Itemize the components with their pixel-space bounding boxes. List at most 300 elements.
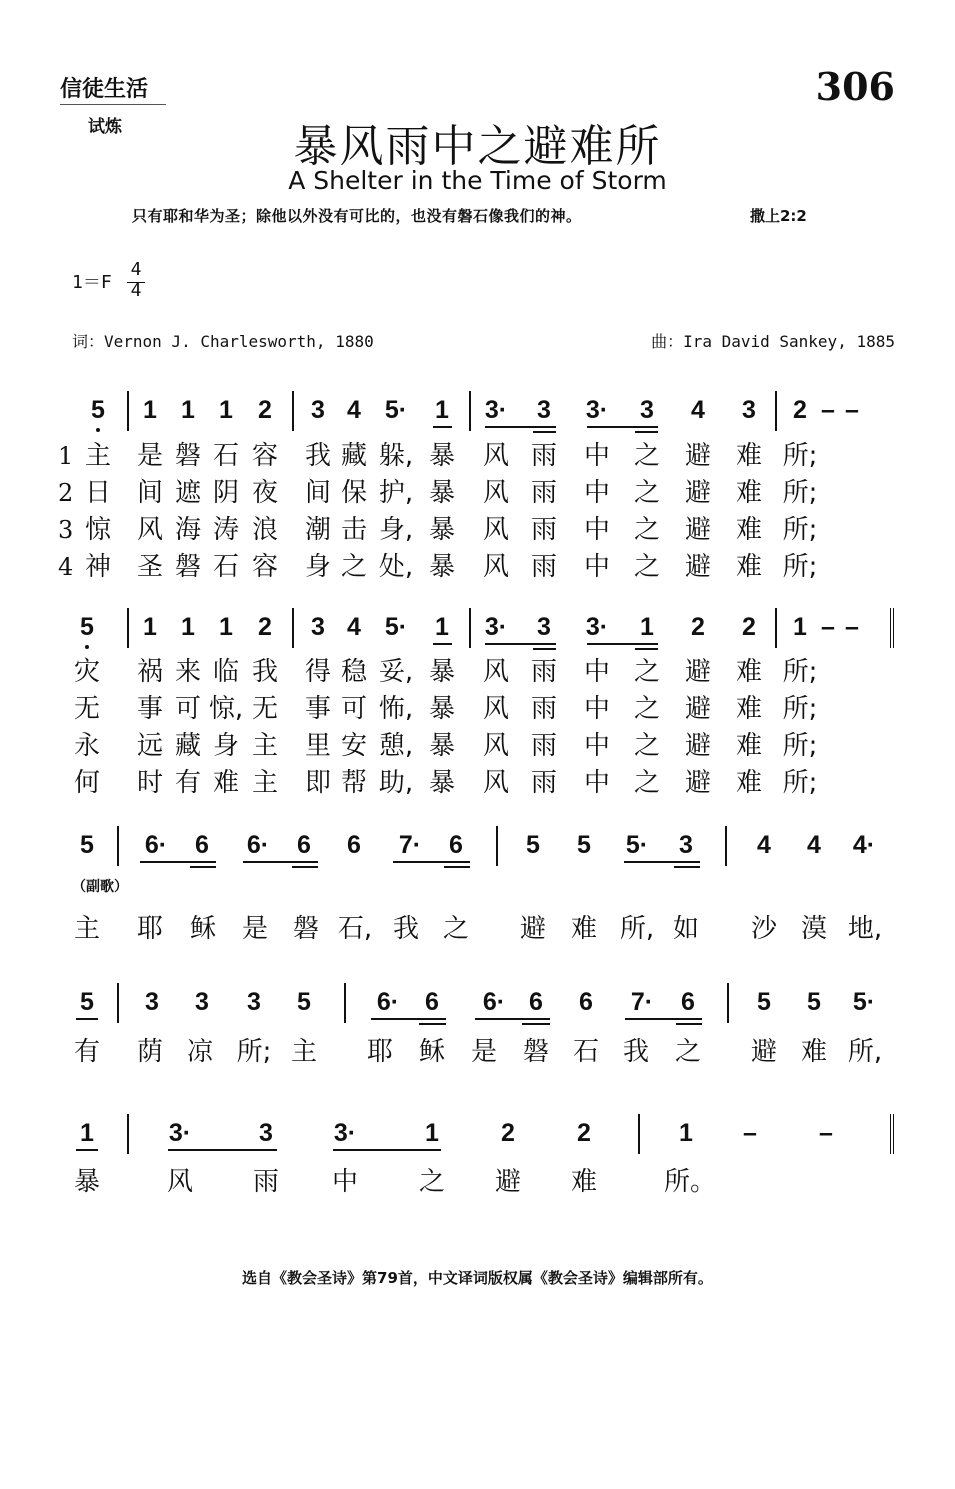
lyric-syllable: 耶 (366, 1037, 394, 1067)
lyric-syllable: 磐 (174, 441, 202, 471)
subcategory-label: 试炼 (88, 117, 122, 137)
note: 4 (347, 613, 361, 641)
lyric-syllable: 憩, (378, 731, 414, 761)
lyric-syllable: 风 (166, 1167, 194, 1197)
lyric-syllable: 主 (73, 914, 101, 944)
lyric-syllable: 所; (782, 694, 818, 724)
note: 1 (219, 396, 233, 424)
note: 3 (195, 988, 209, 1016)
low-octave-dot (85, 645, 89, 649)
lyric-syllable: 所; (782, 478, 818, 508)
underline (475, 1018, 550, 1020)
lyric-syllable: 遮 (174, 478, 202, 508)
scripture-reference: 撒上2:2 (750, 207, 807, 225)
lyric-syllable: 圣 (136, 552, 164, 582)
lyric-syllable: 漠 (800, 914, 828, 944)
lyric-syllable: 是 (241, 914, 269, 944)
lyric-syllable: 之 (633, 478, 661, 508)
lyric-syllable: 凉 (186, 1037, 214, 1067)
lyric-syllable: 击 (340, 515, 368, 545)
lyric-syllable: 避 (684, 515, 712, 545)
underline (624, 861, 700, 863)
lyric-syllable: 时 (136, 768, 164, 798)
lyric-syllable: 惊 (84, 515, 112, 545)
lyric-syllable: 主 (251, 731, 279, 761)
note: 2 (691, 613, 705, 641)
lyric-syllable: 石 (212, 441, 240, 471)
final-barline (890, 1114, 894, 1154)
lyric-syllable: 事 (136, 694, 164, 724)
barline (725, 826, 727, 866)
note: 6 (425, 988, 439, 1016)
verse-number: 4 (58, 553, 74, 581)
note: 5· (384, 613, 408, 641)
lyric-syllable: 藏 (174, 731, 202, 761)
note: 6 (529, 988, 543, 1016)
lyric-syllable: 暴 (428, 731, 456, 761)
lyric-syllable: 难 (735, 768, 763, 798)
lyric-syllable: 永 (73, 731, 101, 761)
lyric-syllable: 暴 (428, 552, 456, 582)
lyric-syllable: 即 (304, 768, 332, 798)
lyric-syllable: 我 (251, 657, 279, 687)
note: 5· (625, 831, 649, 859)
barline (127, 391, 129, 431)
barline (292, 608, 294, 648)
note: 5 (807, 988, 821, 1016)
underline (76, 1018, 98, 1020)
note: 1 (640, 613, 654, 641)
note: 3· (585, 613, 609, 641)
note: 6· (246, 831, 270, 859)
barline (127, 1114, 129, 1154)
lyric-syllable: 是 (470, 1037, 498, 1067)
lyric-syllable: 风 (482, 441, 510, 471)
lyric-syllable: 来 (174, 657, 202, 687)
note: 7· (630, 988, 654, 1016)
lyric-syllable: 所。 (663, 1167, 717, 1197)
note: 5 (297, 988, 311, 1016)
lyric-syllable: 事 (304, 694, 332, 724)
lyric-syllable: 暴 (428, 694, 456, 724)
barline (469, 608, 471, 648)
copyright-footer: 选自《教会圣诗》第79首，中文译词版权属《教会圣诗》编辑部所有。 (242, 1269, 713, 1287)
lyric-syllable: 所, (619, 914, 655, 944)
barline (117, 826, 119, 866)
lyric-syllable: 避 (684, 552, 712, 582)
note: 3· (333, 1119, 357, 1147)
lyric-syllable: 中 (583, 441, 611, 471)
lyric-syllable: 无 (251, 694, 279, 724)
note: 3 (311, 396, 325, 424)
verse-number: 2 (58, 479, 74, 507)
note: 1 (435, 613, 449, 641)
title-english: A Shelter in the Time of Storm (288, 166, 667, 195)
lyric-syllable: 暴 (428, 478, 456, 508)
note: 3 (679, 831, 693, 859)
underline (625, 1018, 702, 1020)
double-underline (533, 431, 556, 433)
lyric-syllable: 风 (482, 552, 510, 582)
note: 1 (181, 613, 195, 641)
lyric-syllable: 神 (84, 552, 112, 582)
lyric-syllable: 远 (136, 731, 164, 761)
lyric-syllable: 中 (583, 515, 611, 545)
note: 5 (757, 988, 771, 1016)
double-underline (635, 431, 658, 433)
note: – (845, 613, 859, 641)
low-octave-dot (96, 428, 100, 432)
category-label: 信徒生活 (60, 76, 149, 102)
lyric-syllable: 之 (442, 914, 470, 944)
note: 2 (793, 396, 807, 424)
lyric-syllable: 难 (570, 1167, 598, 1197)
composer-credit: 曲：Ira David Sankey, 1885 (651, 332, 895, 351)
category-divider (60, 104, 166, 105)
note: 1 (80, 1119, 94, 1147)
lyric-syllable: 无 (73, 694, 101, 724)
lyric-syllable: 惊, (208, 694, 244, 724)
lyric-syllable: 可 (174, 694, 202, 724)
lyric-syllable: 护, (378, 478, 414, 508)
lyric-syllable: 雨 (530, 441, 558, 471)
underline (393, 861, 470, 863)
lyric-syllable: 妥, (378, 657, 414, 687)
underline (243, 861, 318, 863)
lyric-syllable: 之 (674, 1037, 702, 1067)
scripture-quote: 只有耶和华为圣；除他以外没有可比的，也没有磐石像我们的神。 (132, 207, 582, 225)
lyric-syllable: 中 (583, 657, 611, 687)
barline (775, 391, 777, 431)
lyric-syllable: 我 (392, 914, 420, 944)
chorus-label: （副歌） (72, 879, 128, 895)
lyric-syllable: 浪 (251, 515, 279, 545)
underline (485, 426, 556, 428)
lyric-syllable: 避 (684, 768, 712, 798)
lyric-syllable: 阴 (212, 478, 240, 508)
note: 6· (482, 988, 506, 1016)
underline (485, 643, 556, 645)
lyric-syllable: 耶 (136, 914, 164, 944)
lyric-syllable: 暴 (428, 515, 456, 545)
note: 3 (742, 396, 756, 424)
note: – (845, 396, 859, 424)
final-barline (890, 608, 894, 648)
lyric-syllable: 海 (174, 515, 202, 545)
note: 3· (484, 613, 508, 641)
lyric-syllable: 主 (251, 768, 279, 798)
note: 5 (80, 831, 94, 859)
note: 1 (793, 613, 807, 641)
time-signature (127, 258, 145, 303)
barline (496, 826, 498, 866)
lyric-syllable: 暴 (428, 768, 456, 798)
note: 6 (579, 988, 593, 1016)
lyric-syllable: 临 (212, 657, 240, 687)
barline (344, 983, 346, 1023)
underline (76, 1149, 98, 1151)
note: 6· (144, 831, 168, 859)
lyric-syllable: 藏 (340, 441, 368, 471)
lyric-syllable: 荫 (136, 1037, 164, 1067)
lyric-syllable: 避 (684, 441, 712, 471)
lyricist-credit: 词：Vernon J. Charlesworth, 1880 (72, 332, 374, 351)
lyric-syllable: 雨 (530, 552, 558, 582)
lyric-syllable: 所; (782, 441, 818, 471)
lyric-syllable: 雨 (530, 694, 558, 724)
underline (587, 643, 658, 645)
lyric-syllable: 风 (482, 731, 510, 761)
double-underline (190, 866, 216, 868)
lyric-syllable: 有 (73, 1037, 101, 1067)
note: 1 (143, 396, 157, 424)
barline (638, 1114, 640, 1154)
lyric-syllable: 所, (847, 1037, 883, 1067)
lyric-syllable: 石 (572, 1037, 600, 1067)
lyric-syllable: 之 (633, 731, 661, 761)
lyric-syllable: 之 (633, 552, 661, 582)
lyric-syllable: 难 (735, 552, 763, 582)
note: 3 (537, 613, 551, 641)
note: – (743, 1119, 757, 1147)
lyric-syllable: 涛 (212, 515, 240, 545)
note: 3 (537, 396, 551, 424)
lyric-syllable: 潮 (304, 515, 332, 545)
lyric-syllable: 之 (418, 1167, 446, 1197)
lyric-syllable: 容 (251, 441, 279, 471)
lyric-syllable: 可 (340, 694, 368, 724)
lyric-syllable: 风 (482, 515, 510, 545)
note: 5· (852, 988, 876, 1016)
lyric-syllable: 暴 (428, 657, 456, 687)
lyric-syllable: 身, (378, 515, 414, 545)
lyric-syllable: 里 (304, 731, 332, 761)
lyric-syllable: 中 (331, 1167, 359, 1197)
time-signature-bottom: 4 (130, 280, 142, 301)
lyric-syllable: 暴 (428, 441, 456, 471)
lyric-syllable: 之 (633, 768, 661, 798)
lyric-syllable: 难 (570, 914, 598, 944)
double-underline (444, 866, 470, 868)
double-underline (292, 866, 318, 868)
lyric-syllable: 中 (583, 731, 611, 761)
double-underline (522, 1023, 550, 1025)
underline (140, 861, 216, 863)
lyric-syllable: 地, (847, 914, 883, 944)
note: 3 (247, 988, 261, 1016)
lyric-syllable: 是 (136, 441, 164, 471)
note: 2 (258, 396, 272, 424)
lyric-syllable: 之 (633, 694, 661, 724)
note: 6 (195, 831, 209, 859)
note: 5 (80, 988, 94, 1016)
lyric-syllable: 难 (735, 694, 763, 724)
lyric-syllable: 雨 (530, 731, 558, 761)
note: 1 (143, 613, 157, 641)
lyric-syllable: 雨 (252, 1167, 280, 1197)
lyric-syllable: 我 (622, 1037, 650, 1067)
barline (292, 391, 294, 431)
lyric-syllable: 如 (672, 914, 700, 944)
double-underline (674, 866, 700, 868)
lyric-syllable: 难 (735, 657, 763, 687)
barline (469, 391, 471, 431)
lyric-syllable: 中 (583, 552, 611, 582)
note: 4· (852, 831, 876, 859)
double-underline (676, 1023, 702, 1025)
underline (333, 1149, 441, 1151)
note: 4 (691, 396, 705, 424)
underline (433, 643, 452, 645)
note: 4 (807, 831, 821, 859)
lyric-syllable: 之 (340, 552, 368, 582)
underline (587, 426, 658, 428)
lyric-syllable: 风 (136, 515, 164, 545)
lyric-syllable: 风 (482, 478, 510, 508)
lyric-syllable: 避 (519, 914, 547, 944)
note: 6· (376, 988, 400, 1016)
lyric-syllable: 避 (684, 694, 712, 724)
lyric-syllable: 处, (378, 552, 414, 582)
lyric-syllable: 得 (304, 657, 332, 687)
lyric-syllable: 所; (782, 768, 818, 798)
note: 3· (168, 1119, 192, 1147)
note: 3 (311, 613, 325, 641)
lyric-syllable: 助, (378, 768, 414, 798)
lyric-syllable: 风 (482, 657, 510, 687)
note: 2 (577, 1119, 591, 1147)
note: 6 (347, 831, 361, 859)
double-underline (635, 648, 658, 650)
lyric-syllable: 难 (735, 731, 763, 761)
lyric-syllable: 沙 (750, 914, 778, 944)
note: – (819, 1119, 833, 1147)
lyric-syllable: 日 (84, 478, 112, 508)
lyric-syllable: 避 (684, 657, 712, 687)
lyric-syllable: 磐 (522, 1037, 550, 1067)
lyric-syllable: 稳 (340, 657, 368, 687)
lyric-syllable: 稣 (418, 1037, 446, 1067)
note: 3 (640, 396, 654, 424)
barline (117, 983, 119, 1023)
lyric-syllable: 石 (212, 552, 240, 582)
barline (775, 608, 777, 648)
note: 7· (398, 831, 422, 859)
note: 5· (384, 396, 408, 424)
note: 3 (259, 1119, 273, 1147)
note: 3· (484, 396, 508, 424)
note: 6 (449, 831, 463, 859)
note: 6 (681, 988, 695, 1016)
lyric-syllable: 容 (251, 552, 279, 582)
lyric-syllable: 磐 (292, 914, 320, 944)
lyric-syllable: 所; (236, 1037, 272, 1067)
note: 5 (526, 831, 540, 859)
lyric-syllable: 磐 (174, 552, 202, 582)
lyric-syllable: 风 (482, 694, 510, 724)
lyric-syllable: 有 (174, 768, 202, 798)
lyric-syllable: 中 (583, 768, 611, 798)
lyric-syllable: 难 (800, 1037, 828, 1067)
lyric-syllable: 主 (84, 441, 112, 471)
verse-number: 1 (58, 442, 74, 470)
lyric-syllable: 难 (735, 441, 763, 471)
note: 1 (679, 1119, 693, 1147)
lyric-syllable: 所; (782, 552, 818, 582)
note: 2 (742, 613, 756, 641)
barline (127, 608, 129, 648)
lyric-syllable: 稣 (189, 914, 217, 944)
lyric-syllable: 石, (337, 914, 373, 944)
verse-number: 3 (58, 516, 74, 544)
lyric-syllable: 避 (494, 1167, 522, 1197)
lyric-syllable: 祸 (136, 657, 164, 687)
lyric-syllable: 雨 (530, 478, 558, 508)
lyric-syllable: 所; (782, 657, 818, 687)
note: 3 (145, 988, 159, 1016)
lyric-syllable: 避 (750, 1037, 778, 1067)
lyric-syllable: 我 (304, 441, 332, 471)
note: 5 (80, 613, 94, 641)
lyric-syllable: 难 (735, 478, 763, 508)
underline (433, 426, 452, 428)
lyric-syllable: 间 (136, 478, 164, 508)
note: 4 (757, 831, 771, 859)
lyric-syllable: 中 (583, 694, 611, 724)
key-signature: 1＝F (72, 272, 112, 293)
lyric-syllable: 雨 (530, 515, 558, 545)
lyric-syllable: 所; (782, 515, 818, 545)
lyric-syllable: 暴 (73, 1167, 101, 1197)
lyric-syllable: 帮 (340, 768, 368, 798)
title-chinese: 暴风雨中之避难所 (293, 121, 662, 172)
lyric-syllable: 避 (684, 731, 712, 761)
double-underline (533, 648, 556, 650)
underline (168, 1149, 277, 1151)
lyric-syllable: 保 (340, 478, 368, 508)
lyric-syllable: 所; (782, 731, 818, 761)
lyric-syllable: 雨 (530, 768, 558, 798)
lyric-syllable: 之 (633, 441, 661, 471)
note: – (821, 613, 835, 641)
lyric-syllable: 避 (684, 478, 712, 508)
lyric-syllable: 躲, (378, 441, 414, 471)
lyric-syllable: 难 (212, 768, 240, 798)
note: 2 (258, 613, 272, 641)
lyric-syllable: 身 (304, 552, 332, 582)
underline (371, 1018, 446, 1020)
note: 3· (585, 396, 609, 424)
lyric-syllable: 间 (304, 478, 332, 508)
note: 5 (577, 831, 591, 859)
note: 5 (91, 396, 105, 424)
lyric-syllable: 中 (583, 478, 611, 508)
note: 1 (425, 1119, 439, 1147)
lyric-syllable: 安 (340, 731, 368, 761)
lyric-syllable: 怖, (378, 694, 414, 724)
note: – (821, 396, 835, 424)
hymn-number: 306 (815, 64, 895, 109)
lyric-syllable: 主 (290, 1037, 318, 1067)
lyric-syllable: 灾 (73, 657, 101, 687)
lyric-syllable: 风 (482, 768, 510, 798)
lyric-syllable: 夜 (251, 478, 279, 508)
note: 1 (435, 396, 449, 424)
lyric-syllable: 难 (735, 515, 763, 545)
note: 4 (347, 396, 361, 424)
note: 1 (219, 613, 233, 641)
note: 2 (501, 1119, 515, 1147)
